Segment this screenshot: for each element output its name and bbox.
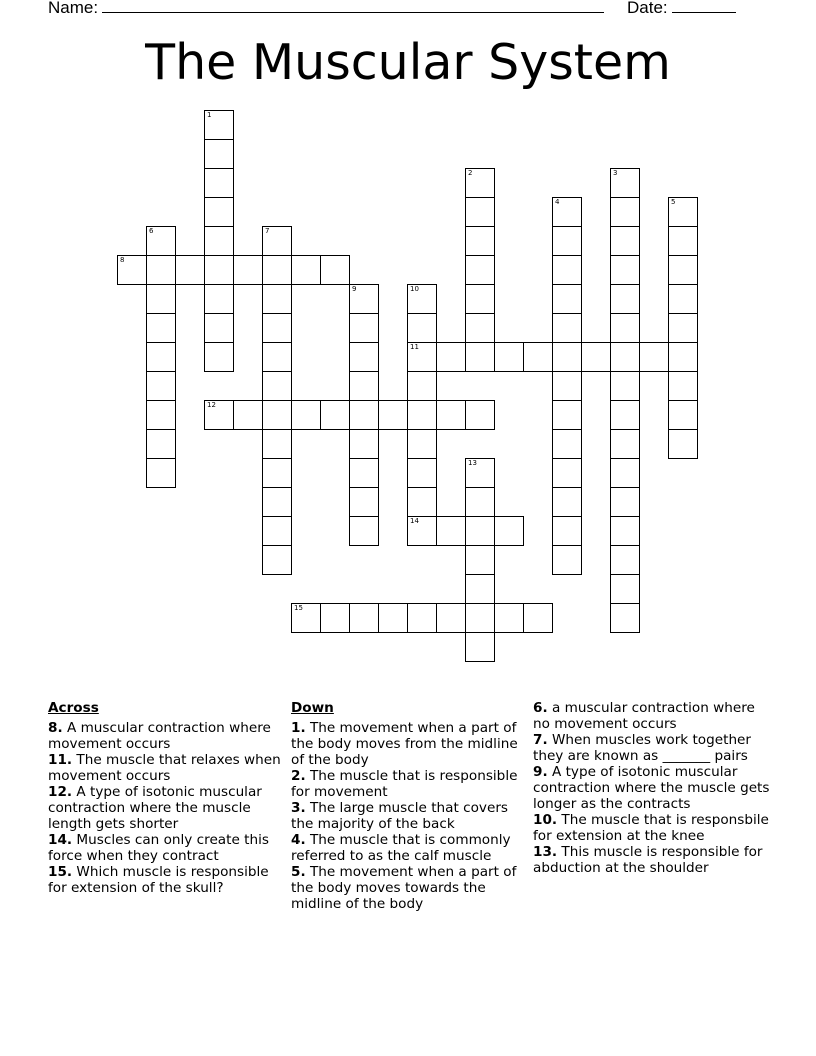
crossword-cell[interactable] [610,168,640,198]
clue [48,720,288,752]
crossword-cell[interactable] [204,400,234,430]
crossword-cell[interactable] [349,371,379,401]
crossword-cell[interactable] [465,197,495,227]
clue-number: 15 [294,604,303,612]
down-heading: Down [291,700,334,716]
clue-number: 6 [149,227,154,235]
down-clues [291,700,531,912]
crossword-cell[interactable] [407,603,437,633]
crossword-cell[interactable] [494,603,524,633]
crossword-cell[interactable] [378,400,408,430]
clue-text: Muscles can only create this force when they contract [48,832,269,864]
crossword-cell[interactable] [349,516,379,546]
crossword-cell[interactable] [668,255,698,285]
crossword-cell[interactable] [204,139,234,169]
crossword-cell[interactable] [233,255,263,285]
clue-text: A type of isotonic muscular contraction where the muscle gets longer as the contracts [533,764,770,812]
crossword-cell[interactable] [610,487,640,517]
crossword-cell[interactable] [204,226,234,256]
crossword-cell[interactable] [146,255,176,285]
crossword-cell[interactable] [262,226,292,256]
crossword-cell[interactable] [349,603,379,633]
crossword-cell[interactable] [465,603,495,633]
clue-text: The muscle that is responsible for movement [291,768,518,800]
crossword-cell[interactable] [465,168,495,198]
down-list-continued [533,700,773,876]
down-clues-continued [533,700,773,876]
clue-number: 14. [48,832,73,848]
clue [291,720,531,768]
crossword-cell[interactable] [407,429,437,459]
crossword-cell[interactable] [610,574,640,604]
crossword-cell[interactable] [204,284,234,314]
clue [291,800,531,832]
crossword-cell[interactable] [146,284,176,314]
crossword-cell[interactable] [465,632,495,662]
crossword-cell[interactable] [117,255,147,285]
clue-text: a muscular contraction where no movement occurs [533,700,755,732]
clue-number: 12 [207,401,216,409]
clue-text: The muscle that is responsbile for extension at the knee [533,812,769,844]
crossword-cell[interactable] [320,603,350,633]
crossword-cell[interactable] [349,342,379,372]
crossword-cell[interactable] [465,313,495,343]
crossword-cell[interactable] [436,603,466,633]
crossword-cell[interactable] [146,313,176,343]
crossword-cell[interactable] [552,197,582,227]
crossword-cell[interactable] [262,342,292,372]
crossword-cell[interactable] [407,487,437,517]
crossword-cell[interactable] [552,545,582,575]
clue-number: 5. [291,864,306,880]
clue [48,784,288,832]
clue-number: 3 [613,169,618,177]
clue-number: 10 [410,285,419,293]
crossword-cell[interactable] [610,197,640,227]
crossword-cell[interactable] [291,400,321,430]
clue-number: 13. [533,844,558,860]
clue-number: 1. [291,720,306,736]
crossword-cell[interactable] [204,313,234,343]
crossword-cell[interactable] [204,197,234,227]
page-title: The Muscular System [145,34,671,91]
crossword-cell[interactable] [233,400,263,430]
clue-text: A muscular contraction where movement occurs [48,720,271,752]
clue-number: 8 [120,256,125,264]
crossword-cell[interactable] [552,516,582,546]
crossword-cell[interactable] [436,342,466,372]
crossword-cell[interactable] [262,255,292,285]
clue-number: 12. [48,784,73,800]
clue-number: 11 [410,343,419,351]
crossword-cell[interactable] [581,342,611,372]
crossword-cell[interactable] [291,603,321,633]
crossword-cell[interactable] [349,313,379,343]
crossword-cell[interactable] [465,255,495,285]
crossword-cell[interactable] [262,487,292,517]
crossword-cell[interactable] [407,284,437,314]
clue-number: 5 [671,198,676,206]
crossword-cell[interactable] [407,400,437,430]
crossword-cell[interactable] [262,400,292,430]
crossword-cell[interactable] [146,429,176,459]
crossword-cell[interactable] [175,255,205,285]
crossword-cell[interactable] [146,400,176,430]
crossword-cell[interactable] [465,342,495,372]
clue-number: 1 [207,111,212,119]
crossword-cell[interactable] [610,342,640,372]
crossword-cell[interactable] [262,545,292,575]
crossword-cell[interactable] [262,429,292,459]
crossword-cell[interactable] [552,487,582,517]
crossword-cell[interactable] [552,226,582,256]
crossword-cell[interactable] [146,342,176,372]
crossword-cell[interactable] [407,342,437,372]
crossword-cell[interactable] [494,342,524,372]
crossword-cell[interactable] [610,284,640,314]
crossword-cell[interactable] [610,226,640,256]
crossword-cell[interactable] [610,603,640,633]
crossword-cell[interactable] [668,342,698,372]
crossword-cell[interactable] [465,400,495,430]
crossword-cell[interactable] [610,255,640,285]
crossword-cell[interactable] [465,284,495,314]
crossword-cell[interactable] [436,400,466,430]
crossword-cell[interactable] [378,603,408,633]
crossword-cell[interactable] [552,429,582,459]
crossword-cell[interactable] [523,342,553,372]
clue-number: 6. [533,700,548,716]
clue-text: The movement when a part of the body moves from the midline of the body [291,720,518,768]
clue-number: 13 [468,459,477,467]
crossword-cell[interactable] [204,110,234,140]
across-clues [48,700,288,896]
crossword-cell[interactable] [349,400,379,430]
crossword-cell[interactable] [610,429,640,459]
crossword-cell[interactable] [204,255,234,285]
clue-number: 9 [352,285,357,293]
crossword-cell[interactable] [320,255,350,285]
crossword-cell[interactable] [349,284,379,314]
crossword-cell[interactable] [436,516,466,546]
crossword-cell[interactable] [465,574,495,604]
clue [48,864,288,896]
crossword-cell[interactable] [407,371,437,401]
crossword-cell[interactable] [204,168,234,198]
crossword-cell[interactable] [668,226,698,256]
crossword-cell[interactable] [262,516,292,546]
crossword-cell[interactable] [668,400,698,430]
crossword-cell[interactable] [465,545,495,575]
clue [291,864,531,912]
crossword-cell[interactable] [146,371,176,401]
crossword-cell[interactable] [407,516,437,546]
clue [533,732,773,764]
crossword-cell[interactable] [204,342,234,372]
clue [533,844,773,876]
clue-number: 4. [291,832,306,848]
clue-text: The muscle that is commonly referred to as the calf muscle [291,832,511,864]
crossword-cell[interactable] [349,458,379,488]
clue [48,832,288,864]
crossword-cell[interactable] [552,284,582,314]
crossword-cell[interactable] [320,400,350,430]
crossword-cell[interactable] [407,313,437,343]
crossword-cell[interactable] [262,313,292,343]
crossword-cell[interactable] [262,284,292,314]
clue-number: 10. [533,812,558,828]
crossword-cell[interactable] [610,516,640,546]
crossword-cell[interactable] [465,226,495,256]
clue [291,768,531,800]
crossword-cell[interactable] [552,400,582,430]
date-label: Date: [627,0,668,17]
clue-number: 3. [291,800,306,816]
crossword-cell[interactable] [552,342,582,372]
clue-number: 7. [533,732,548,748]
clue-number: 14 [410,517,419,525]
across-heading: Across [48,700,99,716]
crossword-cell[interactable] [465,487,495,517]
crossword-cell[interactable] [494,516,524,546]
clue-number: 9. [533,764,548,780]
clue [533,700,773,732]
clue-number: 2. [291,768,306,784]
crossword-cell[interactable] [668,313,698,343]
clue-number: 15. [48,864,73,880]
clue-number: 11. [48,752,73,768]
crossword-cell[interactable] [552,313,582,343]
crossword-cell[interactable] [407,458,437,488]
clue-text: The muscle that relaxes when movement occurs [48,752,281,784]
clue-number: 8. [48,720,63,736]
crossword-cell[interactable] [552,371,582,401]
down-list [291,720,531,912]
clue-text: Which muscle is responsible for extension of the skull? [48,864,269,896]
clue-text: The large muscle that covers the majority of the back [291,800,508,832]
crossword-cell[interactable] [465,516,495,546]
clue-text: This muscle is responsible for abduction at the shoulder [533,844,763,876]
crossword-cell[interactable] [552,255,582,285]
clue [533,812,773,844]
clue-text: The movement when a part of the body moves towards the midline of the body [291,864,517,912]
crossword-cell[interactable] [146,458,176,488]
across-list [48,720,288,896]
clue [291,832,531,864]
clue [533,764,773,812]
clue-text: When muscles work together they are known as _______ pairs [533,732,752,764]
name-label: Name: [48,0,99,17]
crossword-cell[interactable] [291,255,321,285]
clue-text: A type of isotonic muscular contraction where the muscle length gets shorter [48,784,262,832]
crossword-cell[interactable] [610,458,640,488]
crossword-cell[interactable] [349,487,379,517]
crossword-cell[interactable] [668,429,698,459]
crossword-cell[interactable] [668,197,698,227]
crossword-cell[interactable] [552,458,582,488]
crossword-cell[interactable] [146,226,176,256]
crossword-cell[interactable] [262,371,292,401]
clue-number: 4 [555,198,560,206]
crossword-cell[interactable] [465,458,495,488]
crossword-cell[interactable] [262,458,292,488]
crossword-cell[interactable] [668,371,698,401]
crossword-cell[interactable] [610,400,640,430]
clue-number: 2 [468,169,473,177]
crossword-cell[interactable] [610,545,640,575]
clue-number: 7 [265,227,270,235]
crossword-cell[interactable] [610,313,640,343]
crossword-cell[interactable] [523,603,553,633]
crossword-cell[interactable] [639,342,669,372]
crossword-cell[interactable] [349,429,379,459]
crossword-cell[interactable] [610,371,640,401]
crossword-cell[interactable] [668,284,698,314]
clue [48,752,288,784]
